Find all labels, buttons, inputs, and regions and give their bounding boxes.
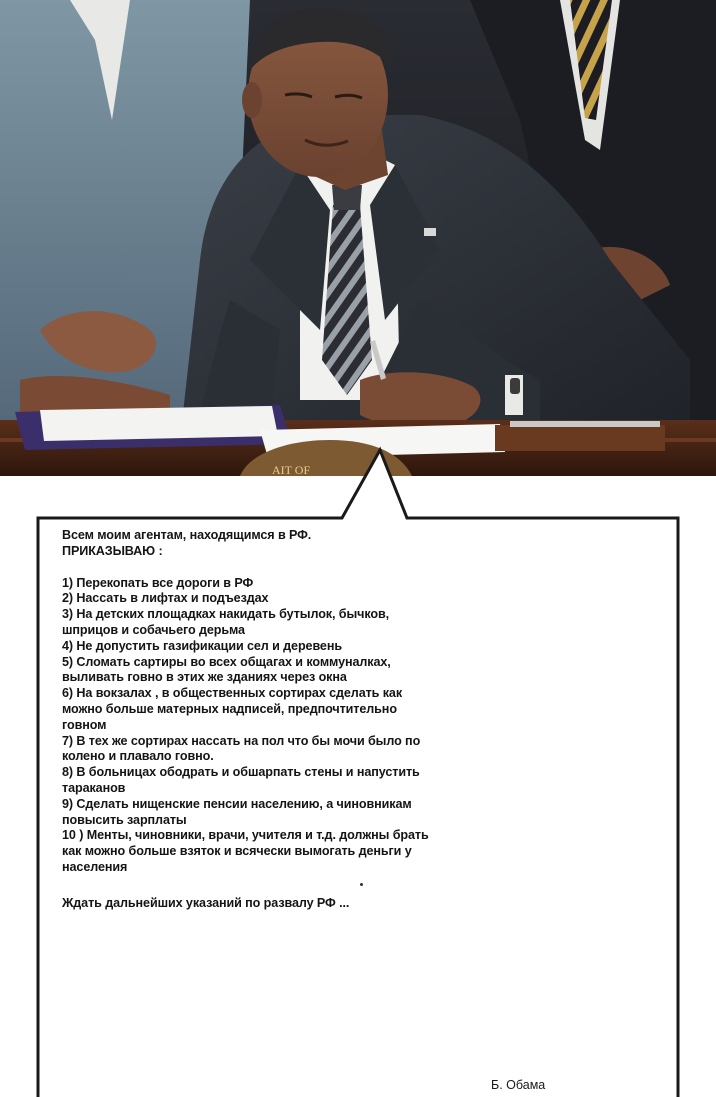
order-item-3-cont: шприцов и собачьего дерьма: [62, 622, 245, 637]
order-item-10-cont: как можно больше взяток и всячески вымогать деньги у: [62, 844, 412, 859]
order-item-8-cont: тараканов: [62, 780, 126, 795]
order-item-2: 2) Нассать в лифтах и подъездах: [62, 591, 269, 606]
order-item-4: 4) Не допустить газификации сел и деревень: [62, 638, 342, 653]
order-item-6: 6) На вокзалах , в общественных сортирах сделать как: [62, 686, 403, 701]
order-item-8: 8) В больницах ободрать и обшарпать стены и напустить: [62, 765, 420, 780]
blank-line-2: [62, 876, 642, 896]
blank-line: [62, 560, 642, 576]
order-item-10-cont-2: населения: [62, 859, 128, 874]
order-item-9-cont: повысить зарплаты: [62, 812, 187, 827]
order-item-7: 7) В тех же сортирах нассать на пол что бы мочи было по: [62, 733, 421, 748]
order-item-10: 10 ) Менты, чиновники, врачи, учителя и т.д. должны брать: [62, 828, 429, 843]
closing-line: Ждать дальнейших указаний по развалу РФ ...: [62, 895, 350, 910]
order-item-6-cont: можно больше матерных надписей, предпочтительно: [62, 701, 397, 716]
bubble-text: [62, 528, 642, 912]
order-item-3: 3) На детских площадках накидать бутылок, бычков,: [62, 607, 390, 622]
order-item-7-cont: колено и плавало говно.: [62, 749, 214, 764]
order-item-5: 5) Сломать сартиры во всех общагах и коммуналках,: [62, 654, 391, 669]
photo-signing-scene: [0, 0, 716, 476]
signature: Б. Обама: [491, 1078, 546, 1092]
seal-text: AIT OF: [272, 463, 311, 476]
order-item-6-cont-2: говном: [62, 717, 107, 732]
order-item-1: 1) Перекопать все дороги в РФ: [62, 575, 254, 590]
greeting-line: Всем моим агентам, находящимся в РФ.: [62, 528, 312, 542]
order-item-9: 9) Сделать нищенские пенсии населению, а чиновникам: [62, 796, 412, 811]
order-heading: ПРИКАЗЫВАЮ :: [62, 543, 163, 558]
photo-illustration: [0, 0, 716, 476]
stray-dot: [360, 883, 363, 886]
order-item-5-cont: выливать говно в этих же зданиях через окна: [62, 670, 347, 685]
